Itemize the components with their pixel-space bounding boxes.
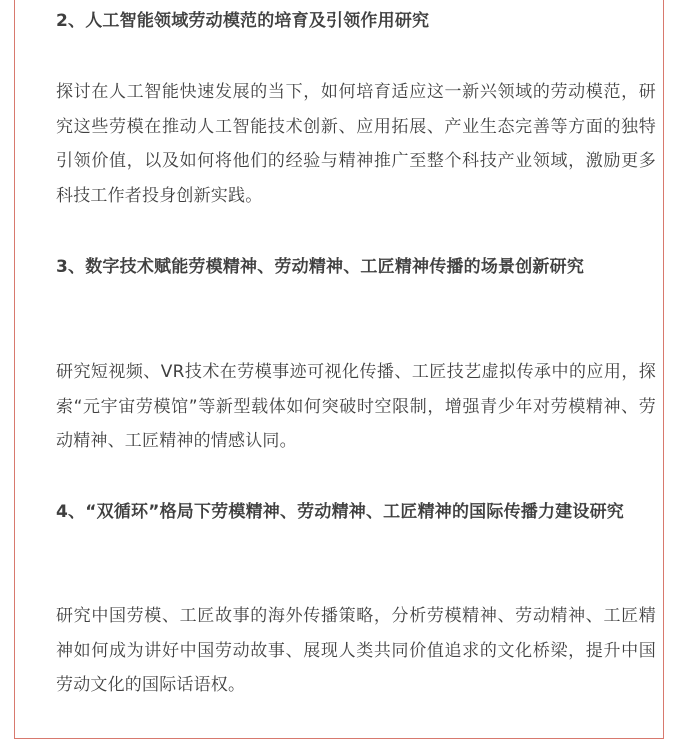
section-heading-3: 3、数字技术赋能劳模精神、劳动精神、工匠精神传播的场景创新研究 xyxy=(56,257,585,277)
section-heading-2: 2、人工智能领域劳动模范的培育及引领作用研究 xyxy=(56,11,430,31)
section-body-3: 研究短视频、VR技术在劳模事迹可视化传播、工匠技艺虚拟传承中的应用，探索“元宇宙劳模馆”等新型载体如何突破时空限制，增强青少年对劳模精神、劳动精神、工匠精神的情感认同。 xyxy=(56,362,656,451)
article-frame xyxy=(14,0,664,739)
section-body-2: 探讨在人工智能快速发展的当下，如何培育适应这一新兴领域的劳动模范，研究这些劳模在推动人工智能技术创新、应用拓展、产业生态完善等方面的独特引领价值，以及如何将他们的经验与精神推广至整个科技产业领域，激励更多科技工作者投身创新实践。 xyxy=(56,82,656,206)
section-body-4: 研究中国劳模、工匠故事的海外传播策略，分析劳模精神、劳动精神、工匠精神如何成为讲好中国劳动故事、展现人类共同价值追求的文化桥梁，提升中国劳动文化的国际话语权。 xyxy=(56,606,656,695)
section-heading-4: 4、“双循环”格局下劳模精神、劳动精神、工匠精神的国际传播力建设研究 xyxy=(56,502,624,522)
